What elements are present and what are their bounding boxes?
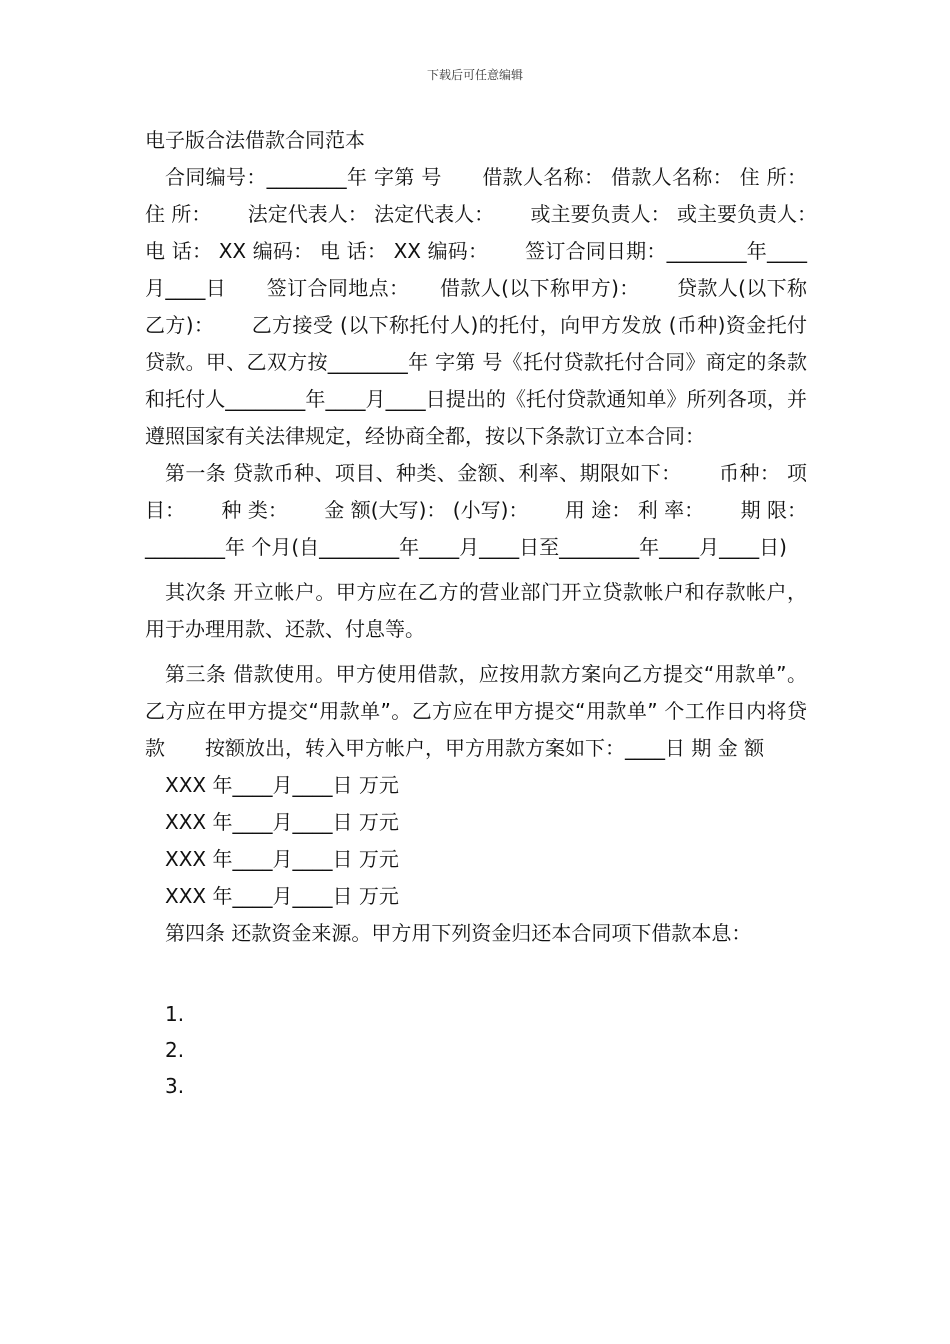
article-2: 其次条 开立帐户。甲方应在乙方的营业部门开立贷款帐户和存款帐户，用于办理用款、还款、付息等。 bbox=[145, 580, 807, 641]
document-body bbox=[145, 122, 854, 1104]
schedule-row: XXX 年____月____日 万元 bbox=[165, 810, 399, 834]
article-4: 第四条 还款资金来源。甲方用下列资金归还本合同项下借款本息： bbox=[165, 921, 752, 945]
repayment-source-list bbox=[145, 996, 807, 1104]
page-header: 下载后可任意编辑 bbox=[426, 68, 523, 82]
contract-intro: 合同编号：________年 字第 号 借款人名称： 借款人名称： 住 所： 住 所： 法定代表人： 法定代表人： 或主要负责人： 或主要负责人： 电 话： XX 编码： 电 话： XX 编码： 签订合同日期：________年____月____日 签订合同地点： 借款人(以下称甲方)： 贷款人(以下称乙方)： 乙方接受 (以下称托付人)的托付，向甲方发放 (币种)资金托付贷款。甲、乙双方按________年 字第 号《托付贷款托付合同》商定的条款和托付人________年____月____日提出的《托付贷款通知单》所列各项，并遵照国家有关法律规定，经协商全都，按以下条款订立本合同： bbox=[145, 165, 854, 448]
schedule-row: XXX 年____月____日 万元 bbox=[165, 847, 399, 871]
schedule-row: XXX 年____月____日 万元 bbox=[165, 773, 399, 797]
article-3: 第三条 借款使用。甲方使用借款，应按用款方案向乙方提交“用款单”。乙方应在甲方提交“用款单”。乙方应在甲方提交“用款单” 个工作日内将贷款 按额放出，转入甲方帐户，甲方用款方案如下：____日 期 金 额 bbox=[145, 662, 807, 760]
list-item: 2. bbox=[165, 1038, 185, 1062]
document-title: 电子版合法借款合同范本 bbox=[145, 128, 365, 152]
list-item: 3. bbox=[165, 1074, 185, 1098]
article-1: 第一条 贷款币种、项目、种类、金额、利率、期限如下： 币种： 项 目： 种 类： 金 额(大写)： (小写)： 用 途： 利 率： 期 限：________年 个月(自________年____月____日至________年____月____日) bbox=[145, 461, 807, 559]
payment-schedule bbox=[145, 767, 807, 915]
schedule-row: XXX 年____月____日 万元 bbox=[165, 884, 399, 908]
list-item: 1. bbox=[165, 1002, 185, 1026]
